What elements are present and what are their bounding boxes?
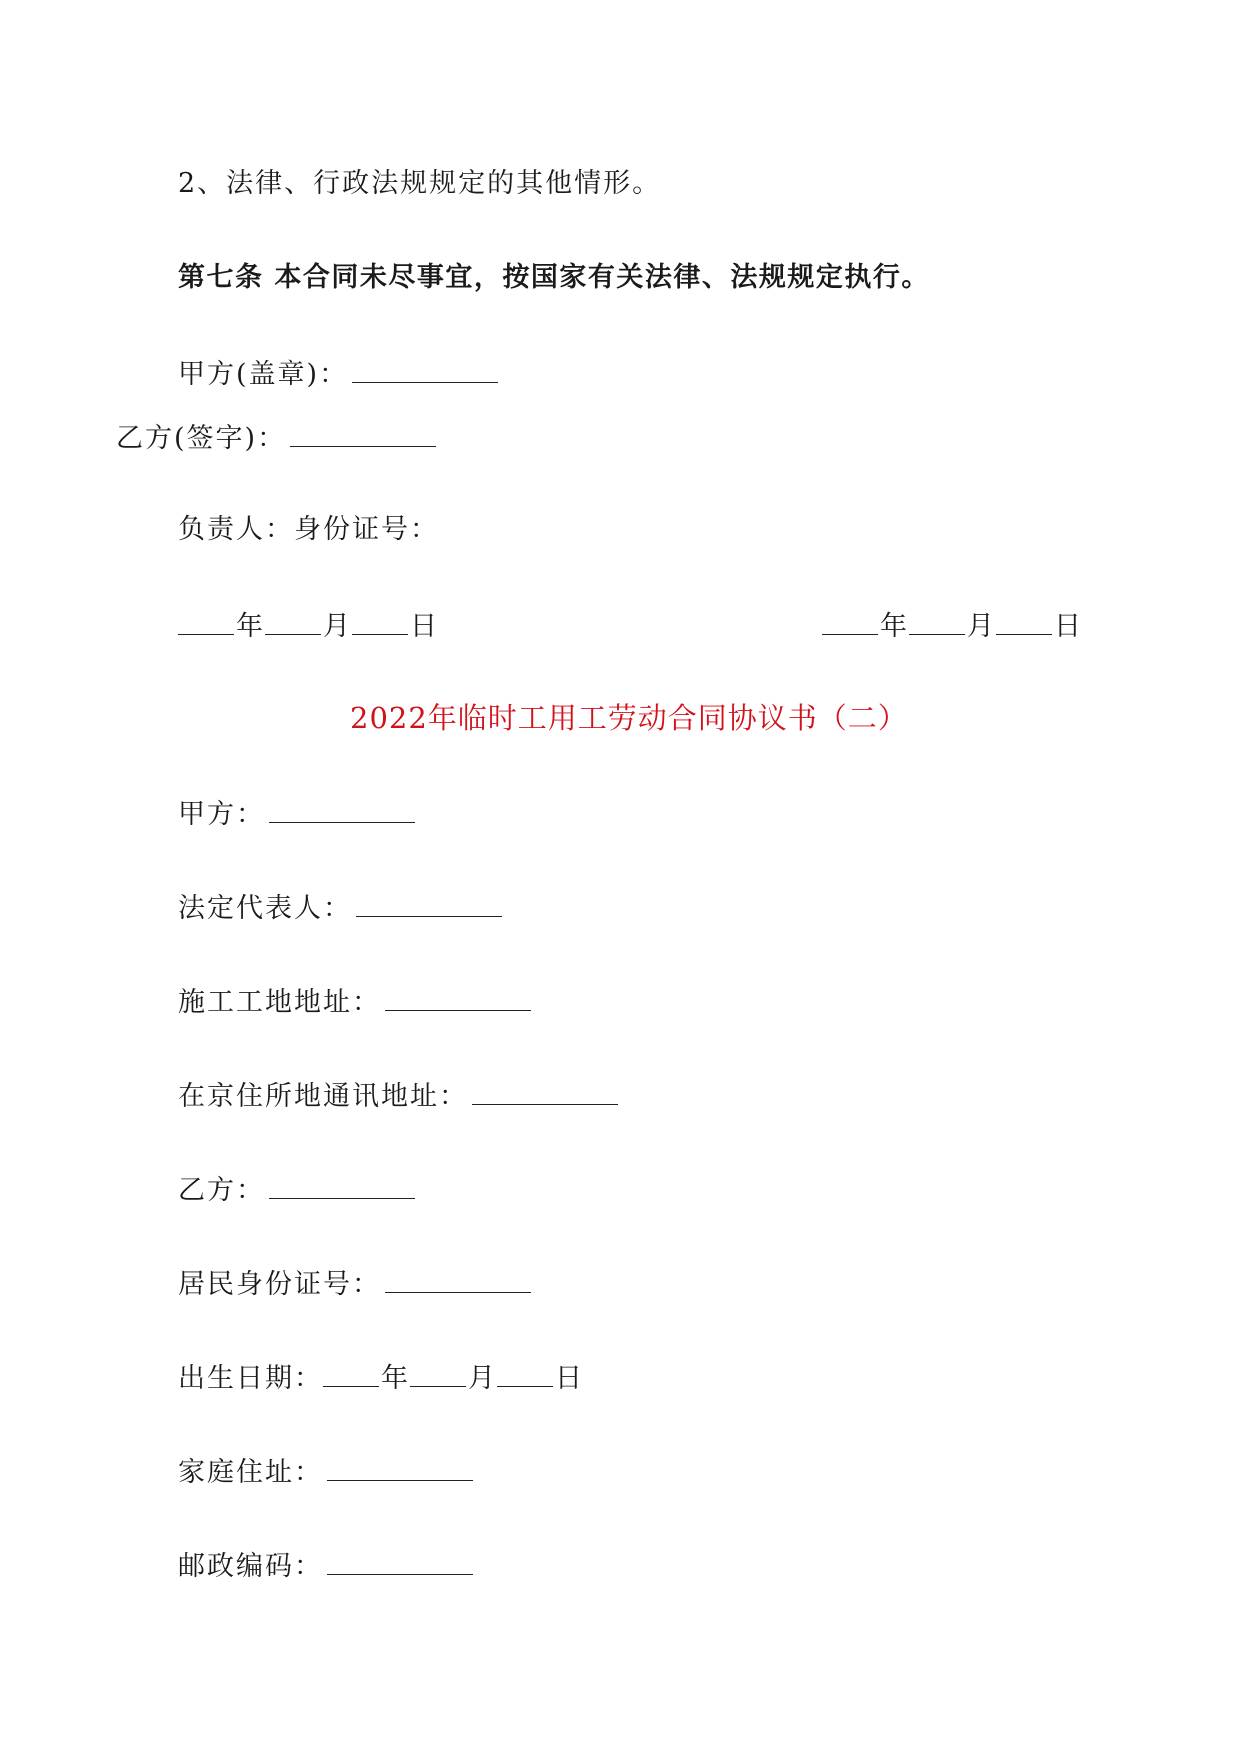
section-title-text: 2022年临时工用工劳动合同协议书（二） (350, 701, 908, 735)
home-address-label: 家庭住址： (178, 1457, 323, 1488)
beijing-address-blank[interactable] (472, 1080, 618, 1105)
beijing-address-label: 在京住所地通讯地址： (178, 1081, 468, 1112)
id-number-label: 居民身份证号： (178, 1269, 381, 1300)
party-b-sign-blank[interactable] (290, 422, 436, 447)
year-label: 年 (236, 611, 265, 642)
day-blank[interactable] (996, 610, 1052, 635)
party-b-sign-row (116, 422, 436, 452)
day-blank[interactable] (497, 1362, 553, 1387)
party-a-seal-blank[interactable] (352, 358, 498, 383)
site-address-label: 施工工地地址： (178, 987, 381, 1018)
home-address-row (178, 1456, 473, 1486)
party-a-label: 甲方： (178, 799, 265, 830)
day-label: 日 (410, 611, 439, 642)
legal-rep-blank[interactable] (356, 892, 502, 917)
party-a-blank[interactable] (269, 798, 415, 823)
birth-date-row (178, 1362, 584, 1392)
month-label: 月 (967, 611, 996, 642)
day-blank[interactable] (352, 610, 408, 635)
postal-code-row (178, 1550, 473, 1580)
month-label: 月 (323, 611, 352, 642)
postal-code-blank[interactable] (327, 1550, 473, 1575)
year-label: 年 (880, 611, 909, 642)
legal-rep-row (178, 892, 502, 922)
postal-code-label: 邮政编码： (178, 1551, 323, 1582)
day-label: 日 (555, 1363, 584, 1394)
birth-date-label: 出生日期： (178, 1363, 323, 1394)
year-blank[interactable] (822, 610, 878, 635)
year-blank[interactable] (178, 610, 234, 635)
month-blank[interactable] (265, 610, 321, 635)
id-number-blank[interactable] (385, 1268, 531, 1293)
legal-rep-label: 法定代表人： (178, 893, 352, 924)
month-blank[interactable] (909, 610, 965, 635)
clause-2-text: 2、法律、行政法规规定的其他情形。 (178, 168, 662, 199)
year-blank[interactable] (323, 1362, 379, 1387)
beijing-address-row (178, 1080, 618, 1110)
month-blank[interactable] (410, 1362, 466, 1387)
month-label: 月 (468, 1363, 497, 1394)
clause-2 (178, 170, 661, 197)
party-b-label: 乙方： (178, 1175, 265, 1206)
date-row-right (822, 610, 1083, 640)
responsible-id-row (178, 516, 439, 543)
party-a-seal-label: 甲方(盖章)： (178, 359, 349, 390)
home-address-blank[interactable] (327, 1456, 473, 1481)
party-a-row (178, 798, 415, 828)
party-b-sign-label: 乙方(签字)： (116, 423, 287, 454)
section-title (350, 701, 908, 735)
party-b-row (178, 1174, 415, 1204)
day-label: 日 (1054, 611, 1083, 642)
party-a-seal-row (178, 358, 498, 388)
site-address-blank[interactable] (385, 986, 531, 1011)
site-address-row (178, 986, 531, 1016)
date-row-left (178, 610, 439, 640)
id-number-row (178, 1268, 531, 1298)
year-label: 年 (381, 1363, 410, 1394)
article-7-text: 第七条 本合同未尽事宜，按国家有关法律、法规规定执行。 (178, 262, 930, 293)
article-7 (178, 264, 930, 291)
responsible-id-label: 负责人：身份证号： (178, 514, 439, 545)
party-b-blank[interactable] (269, 1174, 415, 1199)
